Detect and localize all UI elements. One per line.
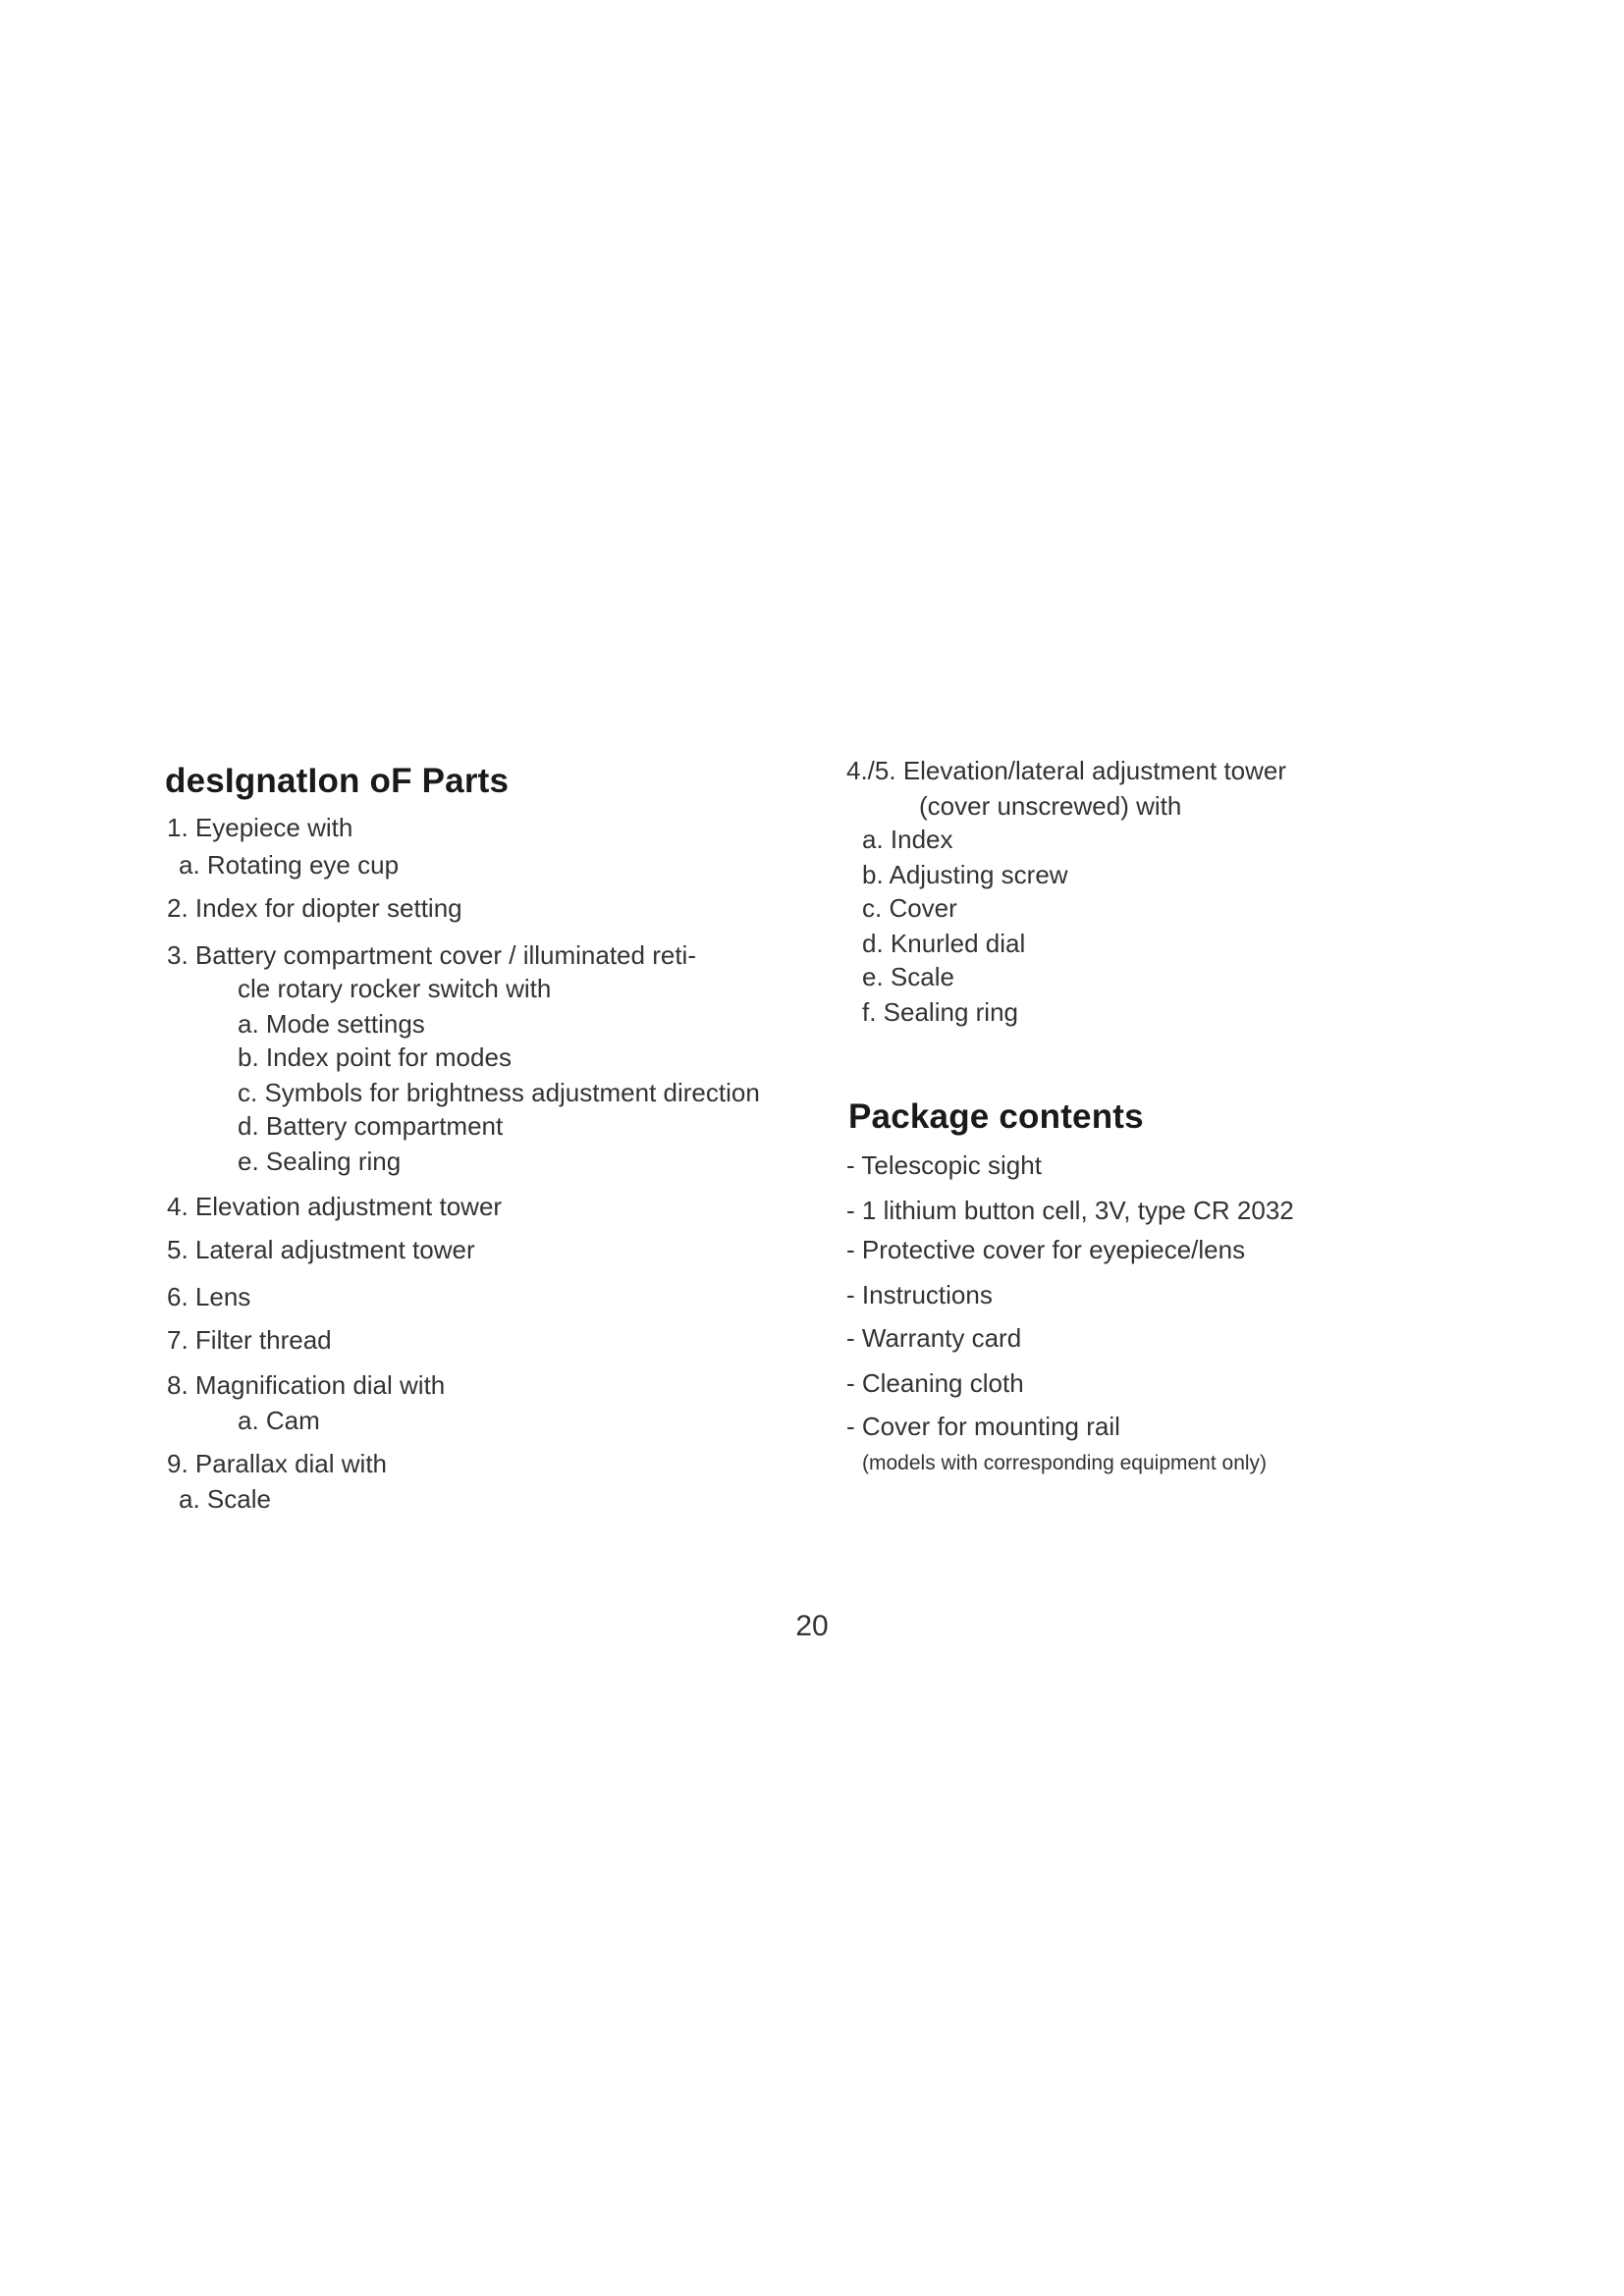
parts-item-3a: a. Mode settings [238, 1009, 425, 1039]
package-item-3: - Protective cover for eyepiece/lens [846, 1235, 1246, 1264]
parts-item-2: 2. Index for diopter setting [167, 893, 462, 923]
page-number: 20 [795, 1610, 829, 1642]
parts-item-5: 5. Lateral adjustment tower [167, 1235, 475, 1264]
parts-item-1: 1. Eyepiece with [167, 813, 353, 842]
parts-item-3c: c. Symbols for brightness adjustment direction [238, 1078, 760, 1107]
package-item-6: - Cleaning cloth [846, 1368, 1024, 1398]
parts-item-9: 9. Parallax dial with [167, 1449, 387, 1478]
tower-item-d: d. Knurled dial [862, 929, 1026, 958]
tower-item-e: e. Scale [862, 962, 954, 991]
package-item-5: - Warranty card [846, 1323, 1022, 1353]
package-item-7: - Cover for mounting rail [846, 1412, 1120, 1441]
tower-heading-line: 4./5. Elevation/lateral adjustment tower [846, 756, 1287, 785]
designation-heading: desIgnatIon oF Parts [165, 762, 510, 800]
parts-item-8a: a. Cam [238, 1406, 320, 1435]
parts-item-4: 4. Elevation adjustment tower [167, 1192, 503, 1221]
tower-item-f: f. Sealing ring [862, 997, 1018, 1027]
parts-item-3-cont: cle rotary rocker switch with [238, 974, 552, 1003]
parts-item-8: 8. Magnification dial with [167, 1370, 446, 1400]
parts-item-6: 6. Lens [167, 1282, 251, 1311]
parts-item-9a: a. Scale [179, 1484, 271, 1514]
tower-item-a: a. Index [862, 825, 953, 854]
tower-heading-cont: (cover unscrewed) with [919, 791, 1182, 821]
parts-item-3e: e. Sealing ring [238, 1147, 402, 1176]
parts-item-1a: a. Rotating eye cup [179, 850, 400, 880]
tower-item-c: c. Cover [862, 893, 957, 923]
package-item-1: - Telescopic sight [846, 1150, 1042, 1180]
parts-item-3b: b. Index point for modes [238, 1042, 512, 1072]
parts-item-3: 3. Battery compartment cover / illuminated reti- [167, 940, 696, 970]
parts-item-7: 7. Filter thread [167, 1325, 332, 1355]
package-item-2: - 1 lithium button cell, 3V, type CR 2032 [846, 1196, 1294, 1225]
parts-item-3d: d. Battery compartment [238, 1111, 504, 1141]
package-note: (models with corresponding equipment only) [862, 1452, 1268, 1474]
package-heading: Package contents [848, 1097, 1144, 1136]
package-item-4: - Instructions [846, 1280, 993, 1309]
tower-item-b: b. Adjusting screw [862, 860, 1068, 889]
